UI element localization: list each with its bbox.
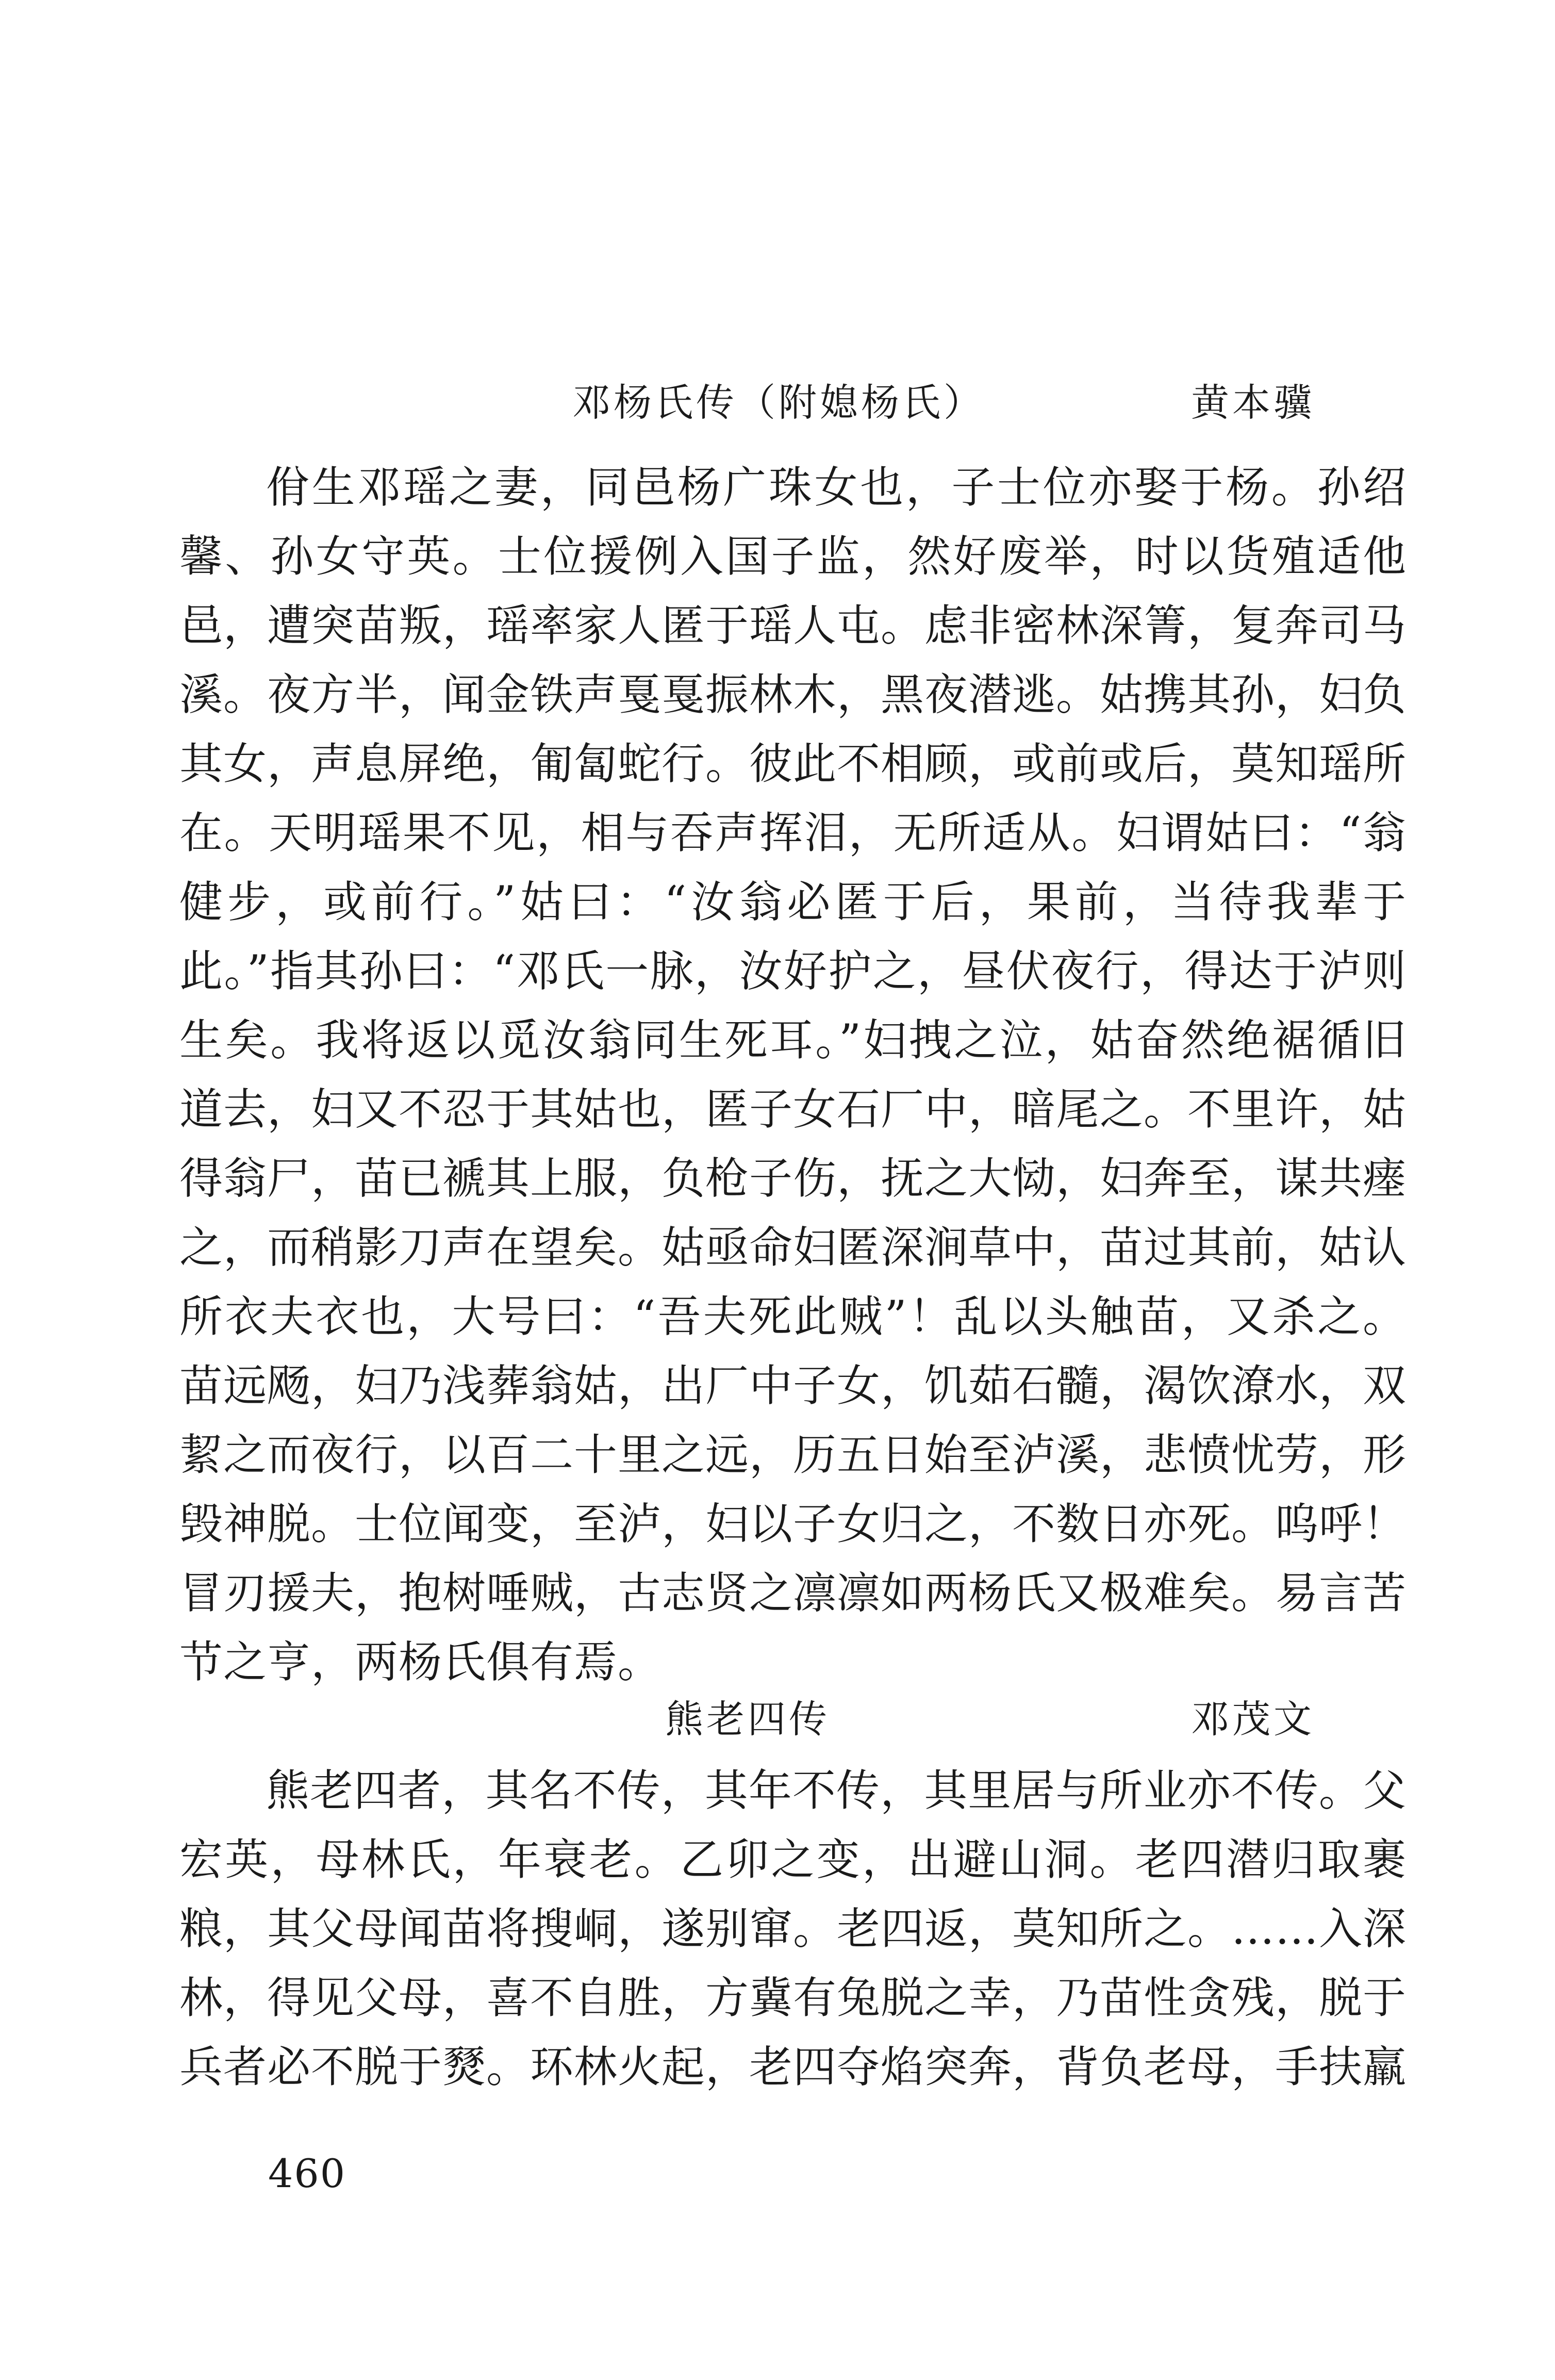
section-body: 熊老四者，其名不传，其年不传，其里居与所业亦不传。父宏英，母林氏，年衰老。乙卯之变，出避山洞。老四潜归取裹粮，其父母闻苗将搜峒，遂别窜。老四返，莫知所之。……入深林，得见父母，喜不自胜，方冀有兔脱之幸，乃苗性贪残，脱于兵者必不脱于燹。环林火起，老四夺焰突奔，背负老母，手扶羸 (179, 1765, 1407, 2092)
section-body: 佾生邓瑶之妻，同邑杨广珠女也，子士位亦娶于杨。孙绍馨、孙女守英。士位援例入国子监，然好废举，时以货殖适他邑，遭突苗叛，瑶率家人匿于瑶人屯。虑非密林深箐，复奔司马溪。夜方半，闻金铁声戛戛振林木，黑夜潜逃。姑携其孙，妇负其女，声息屏绝，匍匐蛇行。彼此不相顾，或前或后，莫知瑶所在。天明瑶果不见，相与吞声挥泪，无所适从。妇谓姑曰：“翁健步，或前行。”姑曰：“汝翁必匿于后，果前，当待我辈于此。”指其孙曰：“邓氏一脉，汝好护之，昼伏夜行，得达于泸则生矣。我将返以觅汝翁同生死耳。”妇拽之泣，姑奋然绝裾循旧道去，妇又不忍于其姑也，匿子女石厂中，暗尾之。不里许，姑得翁尸，苗已褫其上服，负枪子伤，抚之大恸，妇奔至，谋共瘗之，而稍影刀声在望矣。姑亟命妇匿深涧草中，苗过其前，姑认所衣夫衣也，大号曰：“吾夫死此贼”！乱以头触苗，又杀之。苗远飏，妇乃浅葬翁姑，出厂中子女，饥茹石髓，渴饮潦水，双絜之而夜行，以百二十里之远，历五日始至泸溪，悲愤忧劳，形毁神脱。士位闻变，至泸，妇以子女归之，不数日亦死。呜呼！冒刃援夫，抱树唾贼，古志贤之凛凛如两杨氏又极难矣。易言苦节之亨，两杨氏俱有焉。 (179, 462, 1407, 1687)
section-author: 邓茂文 (1191, 1697, 1315, 1742)
section-title: 邓杨氏传（附媳杨氏） (572, 381, 985, 425)
section-title: 熊老四传 (665, 1697, 830, 1742)
section-author: 黄本骥 (1191, 381, 1315, 425)
page-number: 460 (268, 2151, 346, 2196)
